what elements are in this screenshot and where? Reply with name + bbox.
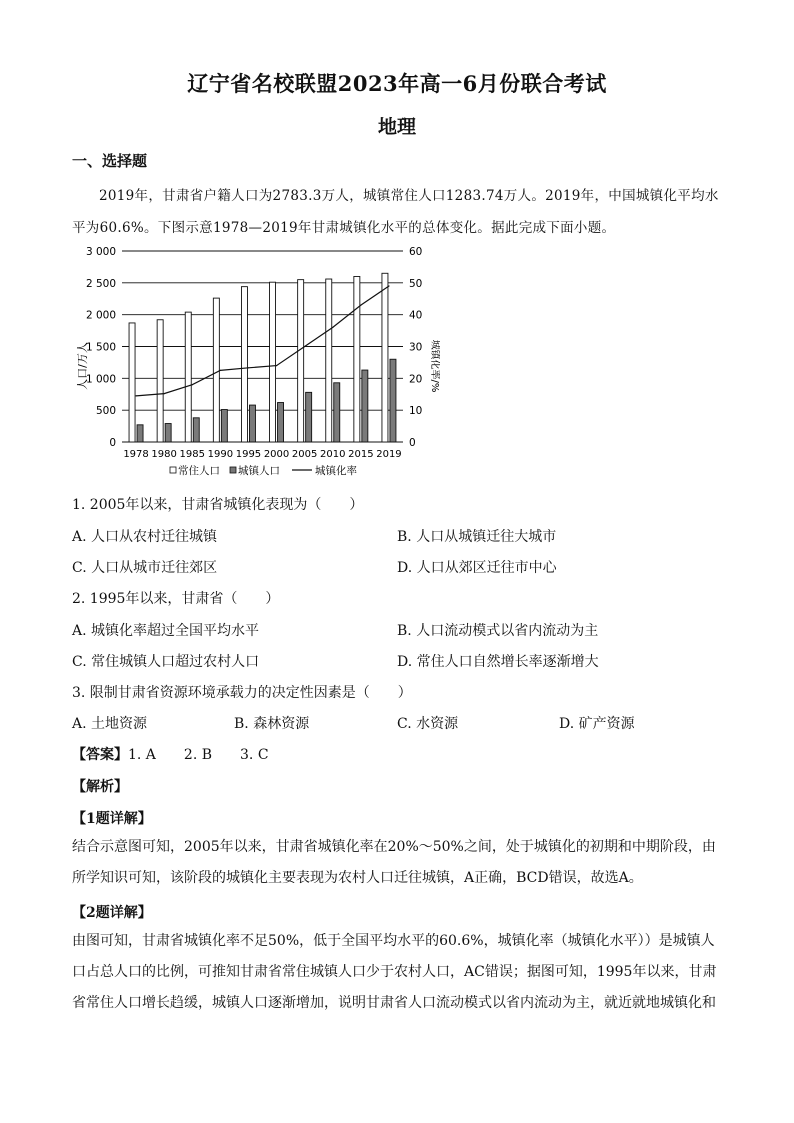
point-urbanization-rate <box>304 346 305 347</box>
legend-swatch-urban <box>230 467 236 473</box>
point-urbanization-rate <box>192 384 193 385</box>
detail-1-label: 【1题详解】 <box>72 811 152 827</box>
bar-urban-population <box>362 370 368 442</box>
detail-2-label: 【2题详解】 <box>72 905 152 921</box>
bar-urban-population <box>221 410 227 442</box>
chart-legend <box>170 464 357 477</box>
bar-resident-population <box>270 282 276 442</box>
point-urbanization-rate <box>135 395 136 396</box>
x-tick-label: 2015 <box>348 449 374 460</box>
bar-urban-population <box>278 403 284 442</box>
bar-resident-population <box>354 276 360 442</box>
x-tick-label: 1980 <box>151 449 177 460</box>
y-tick-right: 0 <box>409 437 416 449</box>
section-heading: 一、选择题 <box>72 152 148 170</box>
chart-ylabel-left: 人口/万人 <box>76 342 89 390</box>
detail-2-text: 由图可知，甘肃省城镇化率不足50%，低于全国平均水平的60.6%，城镇化率（城镇化水平））是城镇人口占总人口的比例，可推知甘肃省常住城镇人口少于农村人口，AC错误；据图可知，1995年以来，甘肃省常住人口增长趋缓，城镇人口逐渐增加，说明甘肃省人口流动模式以省内流动为主，就近就地城镇化和 <box>72 933 717 1011</box>
y-tick-right: 40 <box>409 309 423 322</box>
subject-title: 地理 <box>377 116 416 138</box>
y-tick-left: 500 <box>95 405 116 418</box>
question-2-option-c: C. 常住城镇人口超过农村人口 <box>72 654 260 670</box>
urbanization-chart <box>60 238 440 488</box>
point-urbanization-rate <box>220 370 221 371</box>
point-urbanization-rate <box>248 367 249 368</box>
bar-urban-population <box>193 418 199 442</box>
y-tick-left: 3 000 <box>85 246 116 258</box>
detail-1-text: 结合示意图可知，2005年以来，甘肃省城镇化率在20%～50%之间，处于城镇化的初期和中期阶段，由所学知识可知，该阶段的城镇化主要表现为农村人口迁往城镇，A正确，BCD错误，故选A。 <box>72 839 716 886</box>
intro-paragraph: 2019年，甘肃省户籍人口为2783.3万人，城镇常住人口1283.74万人。2019年，中国城镇化平均水平为60.6%。下图示意1978—2019年甘肃城镇化水平的总体变化。据此完成下面小题。 <box>72 188 719 236</box>
x-tick-label: 1978 <box>123 449 149 460</box>
legend-rate: 城镇化率 <box>315 465 357 477</box>
question-2-option-b: B. 人口流动模式以省内流动为主 <box>397 623 599 639</box>
answer-line <box>72 744 269 764</box>
bar-urban-population <box>306 392 312 442</box>
point-urbanization-rate <box>360 305 361 306</box>
bar-resident-population <box>213 298 219 442</box>
question-1-option-b: B. 人口从城镇迁往大城市 <box>397 529 557 545</box>
bar-resident-population <box>241 287 247 442</box>
bar-resident-population <box>157 320 163 442</box>
bar-urban-population <box>390 359 396 442</box>
y-tick-left: 2 500 <box>85 277 116 290</box>
question-3-option-a: A. 土地资源 <box>72 716 148 732</box>
question-3-option-b: B. 森林资源 <box>234 716 310 732</box>
point-urbanization-rate <box>388 285 389 286</box>
bar-resident-population <box>326 279 332 442</box>
answer-values: 1. A 2. B 3. C <box>128 747 269 763</box>
y-tick-left: 1 000 <box>85 373 116 386</box>
y-tick-left: 1 500 <box>85 341 116 354</box>
question-3-option-d: D. 矿产资源 <box>559 716 635 732</box>
chart-ylabel-right: 城镇化率/% <box>429 339 440 393</box>
bar-resident-population <box>129 323 135 442</box>
question-2-stem: 2. 1995年以来，甘肃省（ ） <box>72 591 280 607</box>
bar-resident-population <box>382 273 388 442</box>
question-2-option-a: A. 城镇化率超过全国平均水平 <box>72 623 260 639</box>
x-tick-label: 1990 <box>207 449 234 460</box>
point-urbanization-rate <box>332 327 333 328</box>
y-tick-right: 60 <box>409 246 423 258</box>
legend-swatch-resident <box>170 467 176 473</box>
line-urbanization-rate <box>136 286 389 396</box>
y-tick-right: 50 <box>409 277 423 290</box>
legend-urban: 城镇人口 <box>238 465 280 477</box>
y-tick-left: 0 <box>109 437 116 449</box>
document-title: 辽宁省名校联盟2023年高一6月份联合考试 <box>187 71 607 96</box>
y-tick-right: 30 <box>409 341 423 354</box>
bar-urban-population <box>137 425 143 442</box>
point-urbanization-rate <box>276 365 277 366</box>
x-tick-label: 2005 <box>291 449 318 460</box>
bar-urban-population <box>165 424 171 442</box>
x-tick-label: 2010 <box>320 449 346 460</box>
y-tick-left: 2 000 <box>85 309 116 322</box>
question-1-option-d: D. 人口从郊区迁往市中心 <box>397 560 557 576</box>
bar-urban-population <box>249 405 255 442</box>
bar-urban-population <box>334 383 340 442</box>
question-1-option-c: C. 人口从城市迁往郊区 <box>72 560 218 576</box>
x-tick-label: 1985 <box>179 449 205 460</box>
question-3-option-c: C. 水资源 <box>397 716 459 732</box>
answer-label: 【答案】 <box>72 747 128 763</box>
legend-resident: 常住人口 <box>178 465 220 477</box>
question-3-stem: 3. 限制甘肃省资源环境承载力的决定性因素是（ ） <box>72 685 412 701</box>
bar-resident-population <box>298 280 304 442</box>
y-tick-right: 20 <box>409 373 423 386</box>
question-1-stem: 1. 2005年以来，甘肃省城镇化表现为（ ） <box>72 497 364 513</box>
x-tick-label: 1995 <box>235 449 262 460</box>
question-1-option-a: A. 人口从农村迁往城镇 <box>72 529 218 545</box>
x-tick-label: 2000 <box>263 449 290 460</box>
bar-resident-population <box>185 312 191 442</box>
y-tick-right: 10 <box>409 405 423 418</box>
question-2-option-d: D. 常住人口自然增长率逐渐增大 <box>397 654 599 670</box>
x-tick-label: 2019 <box>376 449 402 460</box>
point-urbanization-rate <box>164 393 165 394</box>
analysis-label: 【解析】 <box>72 779 128 795</box>
